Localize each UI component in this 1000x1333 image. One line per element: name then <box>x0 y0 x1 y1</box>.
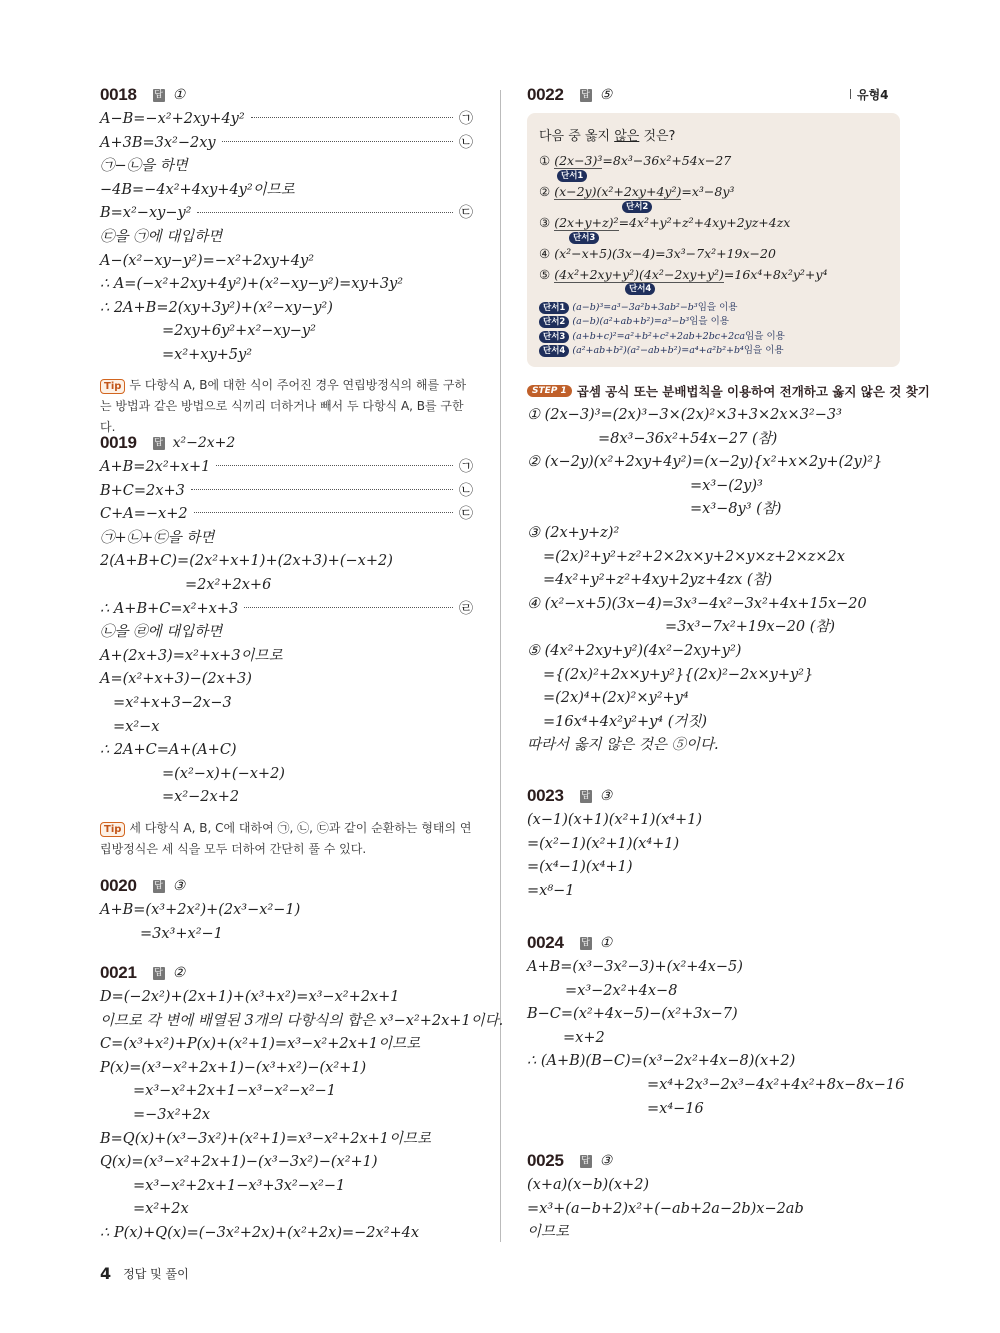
solution-line <box>100 1151 473 1175</box>
problem-number: 0025 <box>527 1151 564 1170</box>
line-text: 이므로 <box>527 1224 570 1241</box>
solution-0023 <box>527 783 900 903</box>
solution-line <box>100 1222 473 1246</box>
line-text: (x−1)(x+1)(x²+1)(x⁴+1) <box>527 812 703 828</box>
equation-marker: ㉣ <box>459 600 473 617</box>
solution-line <box>100 1175 473 1199</box>
solution-line <box>527 522 900 546</box>
hint-line <box>539 328 785 343</box>
solution-line <box>100 763 473 787</box>
problem-header <box>100 873 473 899</box>
solution-line <box>100 668 473 692</box>
line-text: =x³+(a−b+2)x²+(−ab+2a−2b)x−2ab <box>527 1200 804 1217</box>
line-text: =x³−x²+2x+1−x³+3x²−x²−1 <box>133 1177 346 1194</box>
solution-line <box>100 503 473 527</box>
solution-line <box>527 711 900 735</box>
option-number: ③ <box>539 215 551 230</box>
line-text: =(x⁴−1)(x⁴+1) <box>527 859 633 876</box>
hint-line <box>539 299 737 314</box>
line-text: B+C=2x+3 <box>100 482 185 499</box>
answer-value: ③ <box>599 1153 613 1169</box>
dotted-leader <box>191 489 453 490</box>
answer-value: ③ <box>599 788 613 804</box>
option-text: =4x²+y²+z²+4xy+2yz+4zx <box>618 215 791 230</box>
equation-marker: ㉡ <box>459 134 473 151</box>
line-text: A+3B=3x²−2xy <box>100 134 216 151</box>
solution-line <box>100 986 473 1010</box>
answer-icon: 답 <box>154 967 163 978</box>
line-text: A−B=−x²+2xy+4y² <box>100 111 245 127</box>
solution-line <box>100 1010 504 1034</box>
line-text: =x⁴−16 <box>647 1100 704 1117</box>
line-text: =2x²+2x+6 <box>185 576 272 593</box>
solution-line <box>100 456 473 480</box>
line-text: =x²−x <box>113 718 160 735</box>
problem-header <box>527 1148 900 1174</box>
line-text: B=Q(x)+(x³−3x²)+(x²+1)=x³−x²+2x+1이므로 <box>100 1130 432 1147</box>
solution-0025 <box>527 1148 900 1245</box>
solution-line <box>100 692 473 716</box>
solution-line <box>527 404 900 428</box>
problem-number: 0020 <box>100 876 137 895</box>
line-text: C+A=−x+2 <box>100 506 188 523</box>
hint-tail: 임을 이용 <box>689 316 729 328</box>
solution-line <box>100 1033 473 1057</box>
line-text: =(x²−x)+(−x+2) <box>162 765 285 782</box>
solution-line <box>527 451 900 475</box>
line-text: ① (2x−3)³=(2x)³−3×(2x)²×3+3×2x×3²−3³ <box>527 407 842 423</box>
solution-line <box>527 833 900 857</box>
line-text: 2(A+B+C)=(2x²+x+1)+(2x+3)+(−x+2) <box>100 553 393 570</box>
problem-number: 0019 <box>100 433 137 452</box>
solution-line <box>100 574 473 598</box>
solution-line <box>527 1174 900 1198</box>
equation-marker: ㉢ <box>459 506 473 523</box>
solution-0021 <box>100 960 504 1246</box>
solution-line <box>527 687 900 711</box>
problem-number: 0023 <box>527 786 564 805</box>
solution-line <box>100 344 473 368</box>
answer-value: ② <box>172 965 186 981</box>
line-text: =3x³+x²−1 <box>140 925 223 942</box>
line-text: ㉡을 ㉣에 대입하면 <box>100 624 223 641</box>
answer-icon: 답 <box>154 89 163 100</box>
hint-line <box>539 342 784 357</box>
line-text: A+B=(x³+2x²)+(2x³−x²−1) <box>100 902 301 918</box>
solution-0024 <box>527 930 905 1121</box>
answer-value: ① <box>172 87 186 103</box>
line-text: =(x²−1)(x²+1)(x⁴+1) <box>527 835 680 852</box>
solution-line <box>100 739 473 763</box>
solution-line <box>527 593 900 617</box>
hint-chip: 단서3 <box>539 331 569 343</box>
question-box <box>527 113 900 367</box>
line-text: =x²+xy+5y² <box>162 346 253 363</box>
problem-number: 0018 <box>100 85 137 104</box>
hint-chip: 단서4 <box>539 345 569 357</box>
option-text: =x³−8y³ <box>681 184 735 199</box>
solution-line <box>527 880 900 904</box>
step-title: 곱셈 공식 또는 분배법칙을 이용하여 전개하고 옳지 않은 것 찾기 <box>576 384 930 399</box>
option-number: ④ <box>539 246 551 261</box>
solution-line <box>100 155 473 179</box>
option-number: ② <box>539 184 551 199</box>
question-option <box>539 246 776 261</box>
page-footer <box>100 1264 189 1283</box>
line-text: ={(2x)²+2x×y+y²}{(2x)²−2x×y+y²} <box>543 666 814 683</box>
tip-0018 <box>100 375 475 438</box>
option-text: (x²−x+5)(3x−4)=3x³−7x²+19x−20 <box>554 246 776 261</box>
solution-line <box>100 550 473 574</box>
answer-icon: 답 <box>581 1155 590 1166</box>
solution-line <box>527 616 900 640</box>
line-text: ㉢을 ㉠에 대입하면 <box>100 228 223 245</box>
solution-0018 <box>100 82 473 368</box>
line-text: =x⁴+2x³−2x³−4x²+4x²+8x−8x−16 <box>647 1076 905 1093</box>
solution-line <box>100 527 473 551</box>
line-text: =x⁸−1 <box>527 882 575 899</box>
solution-line <box>100 320 473 344</box>
option-number: ① <box>539 153 551 168</box>
solution-line <box>100 179 473 203</box>
line-text: A+(2x+3)=x²+x+3이므로 <box>100 647 283 664</box>
solution-line <box>100 1057 473 1081</box>
line-text: =3x³−7x²+19x−20 (참) <box>665 619 836 636</box>
step-chip: STEP 1 <box>527 385 572 397</box>
hint-chip: 단서3 <box>569 232 599 244</box>
solution-line <box>527 1003 900 1027</box>
hint-chip: 단서2 <box>622 201 652 213</box>
hint-expression: (a+b+c)²=a²+b²+c²+2ab+2bc+2ca <box>572 330 746 342</box>
problem-header <box>100 960 473 986</box>
hint-expression: (a−b)(a²+ab+b²)=a³−b³ <box>572 316 690 328</box>
solution-line <box>527 569 900 593</box>
answer-value: ⑤ <box>599 87 613 103</box>
problem-number: 0022 <box>527 85 564 104</box>
line-text: ④ (x²−x+5)(3x−4)=3x³−4x²−3x²+4x+15x−20 <box>527 595 867 612</box>
line-text: A+B=2x²+x+1 <box>100 459 211 475</box>
hint-chip: 단서1 <box>539 302 569 314</box>
answer-icon: 답 <box>154 437 163 448</box>
line-text: C=(x³+x²)+P(x)+(x²+1)=x³−x²+2x+1이므로 <box>100 1036 421 1053</box>
line-text: ∴ A=(−x²+2xy+4y²)+(x²−xy−y²)=xy+3y² <box>100 276 404 293</box>
solution-line <box>100 786 473 810</box>
solution-line <box>100 226 473 250</box>
line-text: ㉠+㉡+㉢을 하면 <box>100 529 215 546</box>
solution-line <box>100 480 473 504</box>
line-text: ③ (2x+y+z)² <box>527 524 620 541</box>
line-text: ⑤ (4x²+2xy+y²)(4x²−2xy+y²) <box>527 642 742 659</box>
question-option <box>539 184 734 199</box>
prompt-text: 다음 중 옳지 <box>539 129 615 144</box>
solution-line <box>527 809 900 833</box>
solution-line <box>100 132 473 156</box>
hint-chip: 단서4 <box>625 283 655 295</box>
line-text: −4B=−4x²+4xy+4y²이므로 <box>100 181 295 198</box>
solution-line <box>100 108 473 132</box>
line-text: Q(x)=(x³−x²+2x+1)−(x³−3x²)−(x²+1) <box>100 1154 378 1171</box>
line-text: =8x³−36x²+54x−27 (참) <box>598 430 778 447</box>
line-text: =x²+x+3−2x−3 <box>113 694 232 711</box>
option-underlined: (x−2y)(x²+2xy+4y²) <box>554 184 682 199</box>
line-text: =2xy+6y²+x²−xy−y² <box>162 323 316 340</box>
line-text: =x²−2x+2 <box>162 789 240 806</box>
solution-line <box>100 621 473 645</box>
problem-header <box>100 430 473 456</box>
solution-line <box>527 980 900 1004</box>
solution-line <box>100 645 473 669</box>
problem-number: 0021 <box>100 963 137 982</box>
solution-line <box>100 899 473 923</box>
line-text: 따라서 옳지 않은 것은 ⑤이다. <box>527 737 719 754</box>
solution-line <box>527 640 900 664</box>
tip-0019 <box>100 818 475 860</box>
solution-line <box>527 1027 900 1051</box>
solution-line <box>527 475 900 499</box>
footer-label: 정답 및 풀이 <box>123 1267 189 1281</box>
line-text: =16x⁴+4x²y²+y⁴ (거짓) <box>543 713 708 730</box>
solution-line <box>527 1098 900 1122</box>
problem-number: 0024 <box>527 933 564 952</box>
answer-value: x²−2x+2 <box>172 435 236 451</box>
solution-line <box>527 546 900 570</box>
solution-line <box>100 1198 473 1222</box>
dotted-leader <box>251 117 453 118</box>
solution-line <box>100 1104 473 1128</box>
hint-chip: 단서1 <box>557 170 587 182</box>
equation-marker: ㉠ <box>459 111 473 127</box>
line-text: =x³−8y³ (참) <box>690 501 782 518</box>
solution-line <box>100 716 473 740</box>
line-text: =x²+2x <box>133 1201 189 1218</box>
answer-icon: 답 <box>581 89 590 100</box>
hint-line <box>539 313 729 328</box>
question-option <box>539 215 790 230</box>
line-text: =x+2 <box>563 1029 605 1046</box>
line-text: =x³−x²+2x+1−x³−x²−x²−1 <box>133 1083 336 1100</box>
prompt-underlined: 않은 <box>614 129 640 144</box>
option-underlined: (2x−3)³ <box>554 153 603 168</box>
line-text: B−C=(x²+4x−5)−(x²+3x−7) <box>527 1006 738 1023</box>
dotted-leader <box>197 212 453 213</box>
line-text: =(2x)⁴+(2x)²×y²+y⁴ <box>543 690 689 707</box>
hint-chip: 단서2 <box>539 316 569 328</box>
question-option <box>539 267 827 282</box>
step-heading <box>527 382 930 400</box>
line-text: B=x²−xy−y² <box>100 205 192 222</box>
prompt-text: 것은? <box>639 129 676 144</box>
answer-icon: 답 <box>581 937 590 948</box>
line-text: D=(−2x²)+(2x+1)+(x³+x²)=x³−x²+2x+1 <box>100 989 400 1005</box>
question-prompt <box>539 125 675 144</box>
tip-badge: Tip <box>100 379 125 394</box>
problem-header <box>527 783 900 809</box>
tip-badge: Tip <box>100 822 125 837</box>
dotted-leader <box>194 512 453 513</box>
option-underlined: (2x+y+z)² <box>554 215 619 230</box>
line-text: ∴ 2A+B=2(xy+3y²)+(x²−xy−y²) <box>100 299 333 316</box>
line-text: (x+a)(x−b)(x+2) <box>527 1177 650 1193</box>
line-text: =(2x)²+y²+z²+2×2x×y+2×y×z+2×z×2x <box>543 548 845 565</box>
answer-value: ③ <box>172 878 186 894</box>
line-text: ∴ A+B+C=x²+x+3 <box>100 600 239 617</box>
solution-line <box>527 664 900 688</box>
solution-line <box>100 202 473 226</box>
equation-marker: ㉢ <box>459 205 473 222</box>
line-text: A+B=(x³−3x²−3)+(x²+4x−5) <box>527 959 743 975</box>
hint-tail: 임을 이용 <box>745 330 785 342</box>
solution-line <box>100 297 473 321</box>
hint-tail: 임을 이용 <box>743 344 784 356</box>
solution-line <box>100 1080 473 1104</box>
hint-expression: (a²+ab+b²)(a²−ab+b²)=a⁴+a²b²+b⁴ <box>572 344 744 356</box>
line-text: A=(x²+x+3)−(2x+3) <box>100 671 252 688</box>
tip-text: 두 다항식 A, B에 대한 식이 주어진 경우 연립방정식의 해를 구하는 방법과 같은 방법으로 식끼리 더하거나 빼서 두 다항식 A, B를 구한다. <box>100 378 467 434</box>
dotted-leader <box>216 465 453 466</box>
solution-line <box>100 923 473 947</box>
equation-marker: ㉡ <box>459 482 473 499</box>
line-text: =x³−2x²+4x−8 <box>565 982 678 999</box>
solution-line <box>527 1050 900 1074</box>
answer-value: ① <box>599 935 613 951</box>
hint-expression: (a−b)³=a³−3a²b+3ab²−b³ <box>572 302 698 313</box>
problem-header <box>100 82 473 108</box>
solution-line <box>100 250 473 274</box>
solution-line <box>527 428 900 452</box>
solution-line <box>527 1221 900 1245</box>
dotted-leader <box>244 607 453 608</box>
solution-0022-header <box>527 82 900 108</box>
dotted-leader <box>222 141 453 142</box>
solution-line <box>100 273 473 297</box>
solution-line <box>527 956 900 980</box>
line-text: =x³−(2y)³ <box>690 477 763 494</box>
problem-header <box>527 930 900 956</box>
solution-line <box>527 1198 900 1222</box>
solution-0022-body <box>527 404 900 758</box>
problem-header <box>527 82 900 108</box>
type-tag-label: 유형4 <box>857 88 889 102</box>
solution-0019 <box>100 430 473 810</box>
solution-line <box>100 598 473 622</box>
solution-line <box>100 1128 473 1152</box>
solution-line <box>527 856 900 880</box>
tip-text: 세 다항식 A, B, C에 대하여 ㉠, ㉡, ㉢과 같이 순환하는 형태의 연립방정식은 세 식을 모두 더하여 간단히 풀 수 있다. <box>100 821 472 856</box>
line-text: P(x)=(x³−x²+2x+1)−(x³+x²)−(x²+1) <box>100 1059 367 1076</box>
line-text: 이므로 각 변에 배열된 3개의 다항식의 합은 x³−x²+2x+1이다. <box>100 1012 504 1029</box>
option-number: ⑤ <box>539 267 551 282</box>
line-text: =−3x²+2x <box>133 1106 211 1123</box>
line-text: ㉠−㉡을 하면 <box>100 158 188 175</box>
option-text: =8x³−36x²+54x−27 <box>602 153 732 168</box>
option-underlined: (4x²+2xy+y²)(4x²−2xy+y²) <box>554 267 724 282</box>
solution-line <box>527 498 900 522</box>
solution-0020 <box>100 873 473 946</box>
answer-icon: 답 <box>154 880 163 891</box>
equation-marker: ㉠ <box>459 459 473 475</box>
solution-line <box>527 1074 905 1098</box>
line-text: ∴ 2A+C=A+(A+C) <box>100 742 237 759</box>
line-text: ② (x−2y)(x²+2xy+4y²)=(x−2y){x²+x×2y+(2y)²} <box>527 454 883 471</box>
option-text: =16x⁴+8x²y²+y⁴ <box>723 267 828 282</box>
line-text: =4x²+y²+z²+4xy+2yz+4zx (참) <box>543 572 773 589</box>
question-option <box>539 153 731 168</box>
column-divider <box>500 90 501 1242</box>
line-text: ∴ (A+B)(B−C)=(x³−2x²+4x−8)(x+2) <box>527 1053 796 1070</box>
line-text: ∴ P(x)+Q(x)=(−3x²+2x)+(x²+2x)=−2x²+4x <box>100 1224 420 1241</box>
page-number: 4 <box>100 1264 112 1283</box>
solution-line <box>527 734 900 758</box>
hint-tail: 임을 이용 <box>697 302 738 313</box>
answer-icon: 답 <box>581 790 590 801</box>
line-text: A−(x²−xy−y²)=−x²+2xy+4y² <box>100 252 315 269</box>
